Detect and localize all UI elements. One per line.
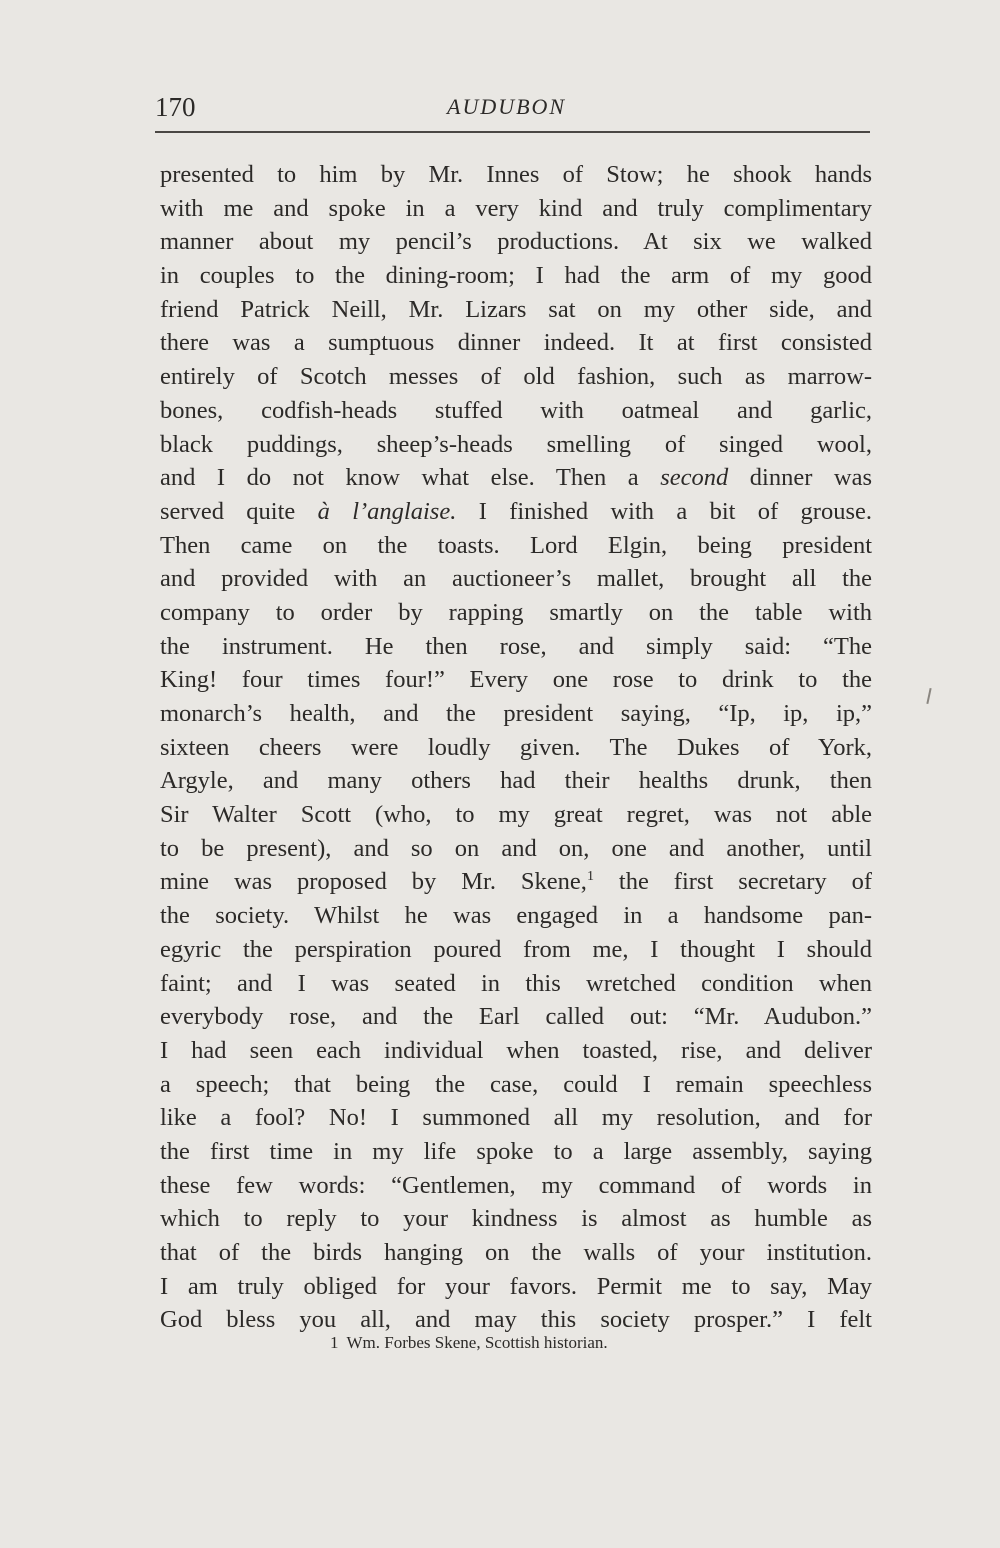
text-line [160,394,872,428]
text-line [160,1169,872,1203]
text-segment: the instrument. He then rose, and simply said: “The [160,632,872,660]
text-segment: dinner was [728,464,872,492]
text-segment: a speech; that being the case, could I remain speechless [160,1070,872,1098]
text-segment: mine was proposed by Mr. Skene, [160,868,587,896]
text-segment: sixteen cheers were loudly given. The Dukes of York, [160,733,872,761]
text-line [160,1000,872,1034]
text-line [160,192,872,226]
footnote [330,1333,608,1353]
page-header [155,92,870,132]
text-segment: that of the birds hanging on the walls of your institution. [160,1239,872,1266]
text-line [160,562,872,596]
text-segment: the first secretary of [593,868,872,896]
italic-text: second [660,464,729,492]
text-line [160,764,872,798]
footnote-text: Wm. Forbes Skene, Scottish historian. [346,1333,608,1352]
text-line [160,326,872,360]
text-line [160,697,872,731]
text-segment: company to order by rapping smartly on the table with [160,598,872,626]
text-segment: manner about my pencil’s productions. At six we walked [160,228,872,256]
text-segment: there was a sumptuous dinner indeed. It at first consisted [160,329,872,357]
text-line [160,1135,872,1169]
text-segment: monarch’s health, and the president saying, “Ip, ip, ip,” [160,700,872,727]
text-segment: black puddings, sheep’s-heads smelling of singed wool, [160,430,872,458]
text-segment: served quite [160,497,318,525]
text-segment: God bless you all, and may this society prosper.” I felt [160,1306,872,1334]
text-segment: I am truly obliged for your favors. Permit me to say, May [160,1272,872,1300]
body-text [160,158,872,1337]
text-line [160,865,872,899]
text-line [160,731,872,765]
text-segment: which to reply to your kindness is almost as humble as [160,1205,872,1233]
text-line [160,663,872,697]
text-segment: King! four times four!” Every one rose to drink to the [160,666,872,694]
text-segment: with me and spoke in a very kind and truly complimentary [160,194,872,222]
text-segment: Then came on the toasts. Lord Elgin, being president [160,531,872,559]
text-segment: friend Patrick Neill, Mr. Lizars sat on my other side, and [160,295,872,323]
text-segment: entirely of Scotch messes of old fashion, such as marrow- [160,363,872,391]
text-line [160,1236,872,1270]
text-segment: faint; and I was seated in this wretched condition when [160,969,872,997]
text-segment: in couples to the dining-room; I had the arm of my good [160,262,872,290]
footnote-reference: 1 [586,869,594,885]
text-line [160,832,872,866]
text-line [160,461,872,495]
text-segment: to be present), and so on and on, one and another, until [160,834,872,862]
text-segment: and provided with an auctioneer’s mallet, brought all the [160,565,872,593]
text-segment: Argyle, and many others had their healths drunk, then [160,767,872,795]
text-segment: the society. Whilst he was engaged in a handsome pan- [160,902,872,930]
page-number: 170 [155,92,196,122]
text-line [160,225,872,259]
text-line [160,933,872,967]
text-line [160,630,872,664]
text-segment: I finished with a bit of grouse. [456,497,872,525]
text-line [160,293,872,327]
text-line [160,428,872,462]
text-line [160,596,872,630]
text-line [160,1270,872,1304]
text-line [160,529,872,563]
text-line [160,1034,872,1068]
text-segment: the first time in my life spoke to a large assembly, saying [160,1137,872,1165]
text-line [160,967,872,1001]
text-segment: egyric the perspiration poured from me, I thought I should [160,935,872,963]
header-rule [155,131,870,133]
text-segment: bones, codfish-heads stuffed with oatmeal and garlic, [160,396,872,424]
text-segment: Sir Walter Scott (who, to my great regret, was not able [160,801,872,829]
text-segment: these few words: “Gentlemen, my command of words in [160,1171,872,1199]
text-segment: and I do not know what else. Then a [160,464,661,492]
text-line [160,360,872,394]
running-title: AUDUBON [447,94,567,119]
text-line [160,798,872,832]
text-segment: everybody rose, and the Earl called out: “Mr. Audubon.” [160,1003,872,1031]
text-segment: I had seen each individual when toasted, rise, and deliver [160,1036,872,1064]
footnote-marker: 1 [330,1333,339,1352]
text-line [160,158,872,192]
text-line [160,259,872,293]
text-segment: presented to him by Mr. Innes of Stow; he shook hands [160,161,872,188]
text-line [160,1101,872,1135]
text-line [160,1202,872,1236]
margin-mark [926,688,931,704]
text-line [160,495,872,529]
italic-text: à l’anglaise. [317,497,457,525]
text-line [160,899,872,933]
text-line [160,1068,872,1102]
text-segment: like a fool? No! I summoned all my resolution, and for [160,1104,872,1132]
text-line [160,1303,872,1337]
